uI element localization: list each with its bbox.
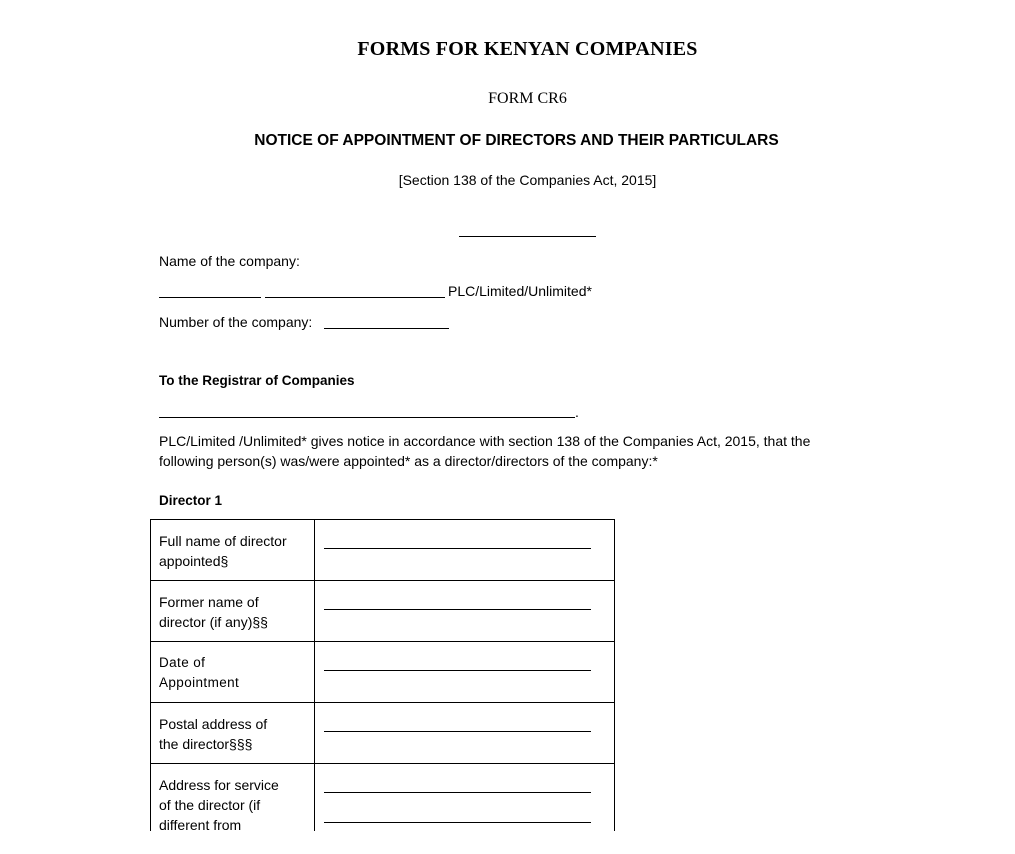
former-name-input-line[interactable] — [324, 609, 591, 610]
row-label-former-name: Former name of director (if any)§§ — [151, 581, 315, 641]
company-name-line-1[interactable] — [159, 297, 261, 298]
row-label-full-name: Full name of director appointed§ — [151, 520, 315, 580]
director-table — [150, 519, 615, 831]
notice-line-1: PLC/Limited /Unlimited* gives notice in accordance with section 138 of the Companies Act, 2015, that the — [159, 433, 811, 449]
registrar-heading: To the Registrar of Companies — [159, 373, 355, 388]
service-address-input-line-1[interactable] — [324, 792, 591, 793]
postal-address-input-line[interactable] — [324, 731, 591, 732]
notice-heading: NOTICE OF APPOINTMENT OF DIRECTORS AND THEIR PARTICULARS — [254, 132, 779, 149]
table-row — [151, 703, 614, 764]
row-label-postal-address: Postal address of the director§§§ — [151, 703, 315, 763]
registrar-line[interactable] — [159, 417, 575, 418]
table-row — [151, 764, 614, 831]
table-row — [151, 642, 614, 703]
header-blank-line[interactable] — [459, 236, 596, 237]
registrar-line-period: . — [575, 404, 579, 420]
company-number-label: Number of the company: — [159, 314, 313, 330]
company-name-label: Name of the company: — [159, 253, 300, 269]
page-title: FORMS FOR KENYAN COMPANIES — [357, 38, 698, 60]
section-reference: [Section 138 of the Companies Act, 2015] — [398, 172, 657, 188]
table-row — [151, 520, 614, 581]
company-number-line[interactable] — [324, 328, 449, 329]
form-code: FORM CR6 — [488, 90, 567, 107]
service-address-input-line-2[interactable] — [324, 822, 591, 823]
row-label-date-of-appointment: Date of Appointment — [151, 642, 315, 702]
notice-line-2: following person(s) was/were appointed* as a director/directors of the company:* — [159, 453, 658, 469]
company-name-line-2[interactable] — [265, 297, 445, 298]
full-name-input-line[interactable] — [324, 548, 591, 549]
director-heading: Director 1 — [159, 493, 223, 508]
row-label-service-address: Address for service of the director (if different from — [151, 764, 315, 831]
date-of-appointment-input-line[interactable] — [324, 670, 591, 671]
company-type-suffix: PLC/Limited/Unlimited* — [448, 283, 592, 299]
table-row — [151, 581, 614, 642]
